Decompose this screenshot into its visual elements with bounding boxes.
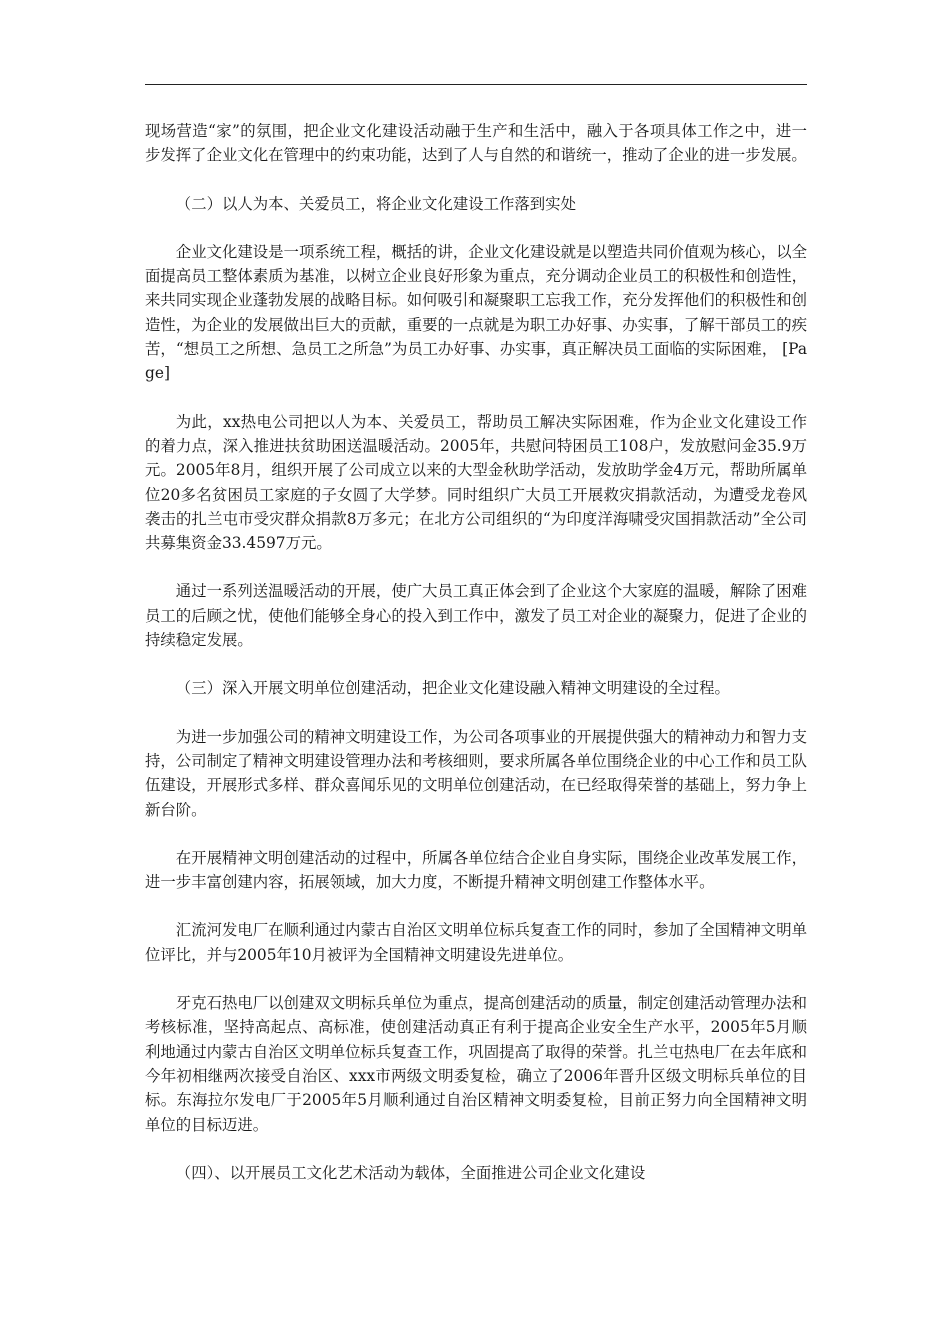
paragraph: 汇流河发电厂在顺利通过内蒙古自治区文明单位标兵复查工作的同时，参加了全国精神文明单位评比，并与2005年10月被评为全国精神文明建设先进单位。 — [145, 921, 807, 964]
section-heading-4: （四）、以开展员工文化艺术活动为载体，全面推进公司企业文化建设 — [175, 1163, 646, 1182]
paragraph: 通过一系列送温暖活动的开展，使广大员工真正体会到了企业这个大家庭的温暖，解除了困难员工的后顾之忧，使他们能够全身心的投入到工作中，激发了员工对企业的凝聚力，促进了企业的持续稳定发展。 — [145, 582, 807, 650]
paragraph: 牙克石热电厂以创建双文明标兵单位为重点，提高创建活动的质量，制定创建活动管理办法和考核标准，坚持高起点、高标准，使创建活动真正有利于提高企业安全生产水平，2005年5月顺利地通过内蒙古自治区文明单位标兵复查工作，巩固提高了取得的荣誉。扎兰屯热电厂在去年底和今年初相继两次接受自治区、xxx市两级文明委复检，确立了2006年晋升区级文明标兵单位的目标。东海拉尔发电厂于2005年5月顺利通过自治区精神文明委复检，目前正努力向全国精神文明单位的目标迈进。 — [145, 994, 807, 1134]
paragraph-continuation: 现场营造“家”的氛围，把企业文化建设活动融于生产和生活中，融入于各项具体工作之中，进一步发挥了企业文化在管理中的约束功能，达到了人与自然的和谐统一，推动了企业的进一步发展。 — [145, 122, 807, 165]
paragraph: 为此，xx热电公司把以人为本、关爱员工，帮助员工解决实际困难，作为企业文化建设工作的着力点，深入推进扶贫助困送温暖活动。2005年，共慰问特困员工108户，发放慰问金35.9万元。2005年8月，组织开展了公司成立以来的大型金秋助学活动，发放助学金4万元，帮助所属单位20多名贫困员工家庭的子女圆了大学梦。同时组织广大员工开展救灾捐款活动，为遭受龙卷风袭击的扎兰屯市受灾群众捐款8万多元；在北方公司组织的“为印度洋海啸受灾国捐款活动”全公司共募集资金33.4597万元。 — [145, 412, 807, 553]
paragraph: 为进一步加强公司的精神文明建设工作，为公司各项事业的开展提供强大的精神动力和智力支持，公司制定了精神文明建设管理办法和考核细则，要求所属各单位围绕企业的中心工作和员工队伍建设，开展形式多样、群众喜闻乐见的文明单位创建活动，在已经取得荣誉的基础上，努力争上新台阶。 — [145, 727, 807, 819]
paragraph: 在开展精神文明创建活动的过程中，所属各单位结合企业自身实际，围绕企业改革发展工作，进一步丰富创建内容，拓展领域，加大力度，不断提升精神文明创建工作整体水平。 — [145, 848, 807, 892]
section-heading-2: （二）以人为本、关爱员工，将企业文化建设工作落到实处 — [175, 194, 576, 213]
paragraph: 企业文化建设是一项系统工程，概括的讲，企业文化建设就是以塑造共同价值观为核心，以全面提高员工整体素质为基准，以树立企业良好形象为重点，充分调动企业员工的积极性和创造性，来共同实现企业蓬勃发展的战略目标。如何吸引和凝聚职工忘我工作，充分发挥他们的积极性和创造性，为企业的发展做出巨大的贡献，重要的一点就是为职工办好事、办实事，了解干部员工的疾苦，“想员工之所想、急员工之所急”为员工办好事、办实事，真正解决员工面临的实际困难， [Page] — [145, 242, 807, 383]
header-rule — [145, 84, 807, 85]
document-body — [145, 119, 807, 1209]
section-heading-3: （三）深入开展文明单位创建活动，把企业文化建设融入精神文明建设的全过程。 — [175, 679, 730, 698]
